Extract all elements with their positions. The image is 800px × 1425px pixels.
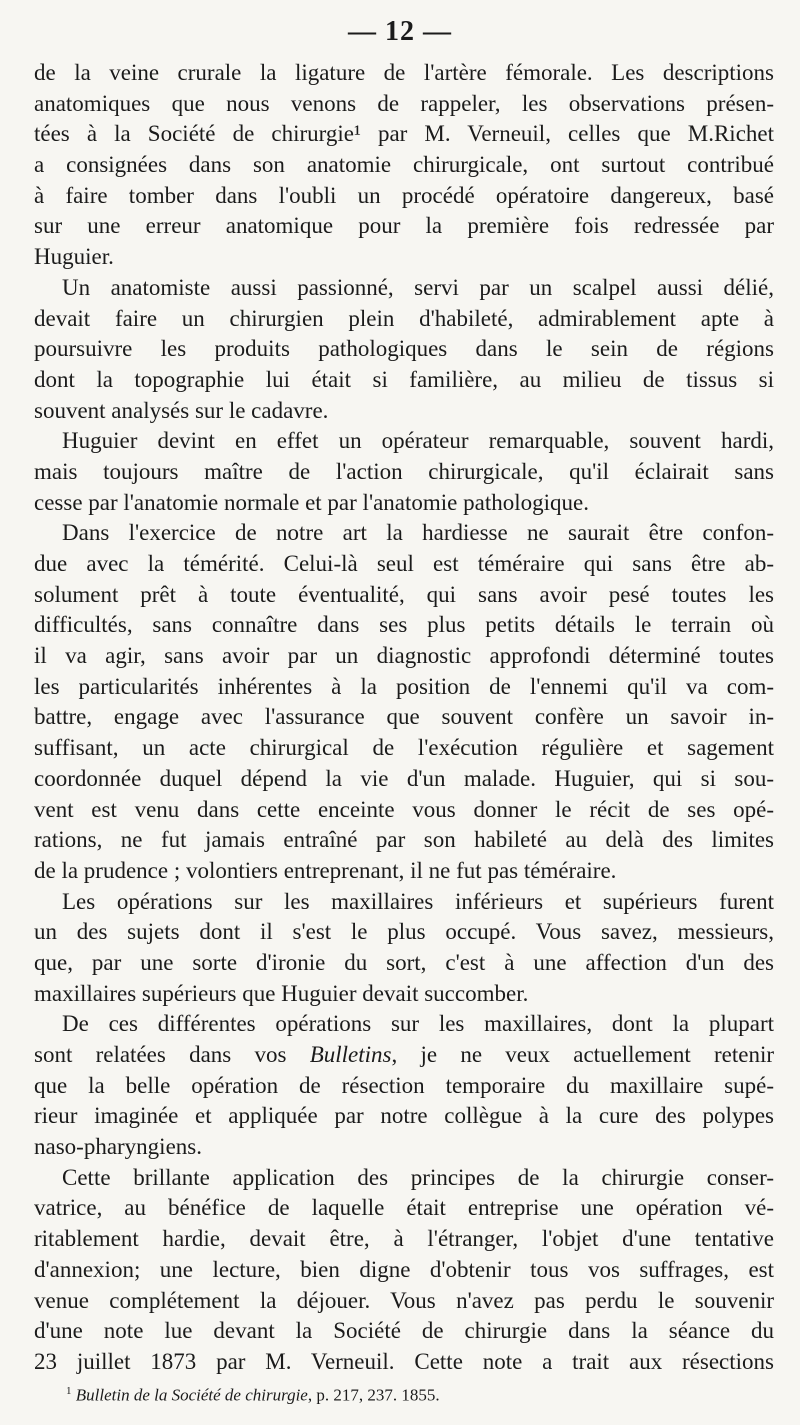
paragraph bbox=[34, 273, 774, 426]
text-line: un des sujets dont il s'est le plus occupé. Vous savez, messieurs, bbox=[34, 919, 774, 945]
text-line: vatrice, au bénéfice de laquelle était entreprise une opération vé- bbox=[34, 1195, 774, 1221]
text-line: souvent analysés sur le cadavre. bbox=[34, 397, 329, 423]
text-line: mais toujours maître de l'action chirurgicale, qu'il éclairait sans bbox=[34, 458, 774, 484]
text-line: naso-pharyngiens. bbox=[34, 1134, 202, 1160]
text-line: d'une note lue devant la Société de chirurgie dans la séance du bbox=[34, 1318, 774, 1344]
paragraph bbox=[34, 426, 774, 518]
footnote-title: Bulletin de la Société de chirurgie bbox=[75, 1385, 308, 1405]
text-line: devait faire un chirurgien plein d'habileté, admirablement apte à bbox=[34, 305, 774, 331]
footnote bbox=[66, 1385, 440, 1406]
text-line: dont la topographie lui était si familière, au milieu de tissus si bbox=[34, 366, 774, 392]
text-line: Huguier. bbox=[34, 244, 114, 270]
text-line: De ces différentes opérations sur les maxillaires, dont la plupart bbox=[62, 1011, 774, 1037]
text-line: battre, engage avec l'assurance que souvent confère un savoir in- bbox=[34, 704, 774, 730]
text-line: difficultés, sans connaître dans ses plus petits détails le terrain où bbox=[34, 612, 774, 638]
text-line: sont relatées dans vos Bulletins, je ne veux actuellement retenir bbox=[34, 1042, 774, 1067]
paragraph bbox=[34, 1163, 774, 1378]
text-line: solument prêt à toute éventualité, qui sans avoir pesé toutes les bbox=[34, 581, 774, 607]
text-line: 23 juillet 1873 par M. Verneuil. Cette note a trait aux résections bbox=[34, 1348, 774, 1374]
footnote-reference: , p. 217, 237. 1855. bbox=[307, 1385, 440, 1405]
text-line: de la veine crurale la ligature de l'artère fémorale. Les descriptions bbox=[34, 60, 774, 85]
text-line: Huguier devint en effet un opérateur remarquable, souvent hardi, bbox=[62, 428, 774, 454]
text-line: maxillaires supérieurs que Huguier devait succomber. bbox=[34, 980, 529, 1006]
page-number: — 12 — bbox=[348, 16, 452, 47]
text-line: coordonnée duquel dépend la vie d'un malade. Huguier, qui si sou- bbox=[34, 765, 774, 791]
text-line: Les opérations sur les maxillaires inférieurs et supérieurs furent bbox=[62, 888, 774, 914]
text-line: que, par une sorte d'ironie du sort, c'est à une affection d'un des bbox=[34, 949, 774, 975]
text-line: vent est venu dans cette enceinte vous donner le récit de ses opé- bbox=[34, 796, 774, 822]
paragraph bbox=[34, 58, 774, 273]
text-line: Un anatomiste aussi passionné, servi par un scalpel aussi délié, bbox=[62, 274, 774, 300]
text-line: à faire tomber dans l'oubli un procédé opératoire dangereux, basé bbox=[34, 182, 774, 208]
text-line: les particularités inhérentes à la position de l'ennemi qu'il va com- bbox=[34, 673, 774, 699]
text-line: rieur imaginée et appliquée par notre collègue à la cure des polypes bbox=[34, 1103, 774, 1129]
text-line: anatomiques que nous venons de rappeler, les observations présen- bbox=[34, 90, 774, 116]
body-text bbox=[34, 58, 774, 1378]
text-line: due avec la témérité. Celui-là seul est téméraire qui sans être ab- bbox=[34, 551, 774, 576]
text-line: tées à la Société de chirurgie¹ par M. Verneuil, celles que M.Richet bbox=[34, 121, 774, 147]
text-line: d'annexion; une lecture, bien digne d'obtenir tous vos suffrages, est bbox=[34, 1256, 774, 1282]
text-line: a consignées dans son anatomie chirurgicale, ont surtout contribué bbox=[34, 152, 774, 178]
text-line: rations, ne fut jamais entraîné par son habileté au delà des limites bbox=[34, 827, 774, 853]
text-line: il va agir, sans avoir par un diagnostic approfondi déterminé toutes bbox=[34, 643, 774, 669]
text-line: poursuivre les produits pathologiques dans le sein de régions bbox=[34, 336, 774, 362]
text-line: ritablement hardie, devait être, à l'étranger, l'objet d'une tentative bbox=[34, 1226, 774, 1252]
paragraph bbox=[34, 887, 774, 1010]
text-line: que la belle opération de résection temporaire du maxillaire supé- bbox=[34, 1072, 774, 1098]
footnote-marker: 1 bbox=[66, 1385, 72, 1397]
text-line: de la prudence ; volontiers entreprenant, il ne fut pas téméraire. bbox=[34, 857, 617, 883]
text-line: Cette brillante application des principes de la chirurgie conser- bbox=[62, 1164, 774, 1190]
paragraph bbox=[34, 518, 774, 886]
text-line: sur une erreur anatomique pour la première fois redressée par bbox=[34, 213, 774, 239]
text-line: cesse par l'anatomie normale et par l'anatomie pathologique. bbox=[34, 489, 589, 515]
text-line: suffisant, un acte chirurgical de l'exécution régulière et sagement bbox=[34, 735, 774, 761]
paragraph bbox=[34, 1009, 774, 1162]
italic-word: Bulletins bbox=[309, 1042, 392, 1067]
text-line: Dans l'exercice de notre art la hardiesse ne saurait être confon- bbox=[62, 520, 774, 546]
text-line: venue complétement la déjouer. Vous n'avez pas perdu le souvenir bbox=[34, 1287, 774, 1313]
